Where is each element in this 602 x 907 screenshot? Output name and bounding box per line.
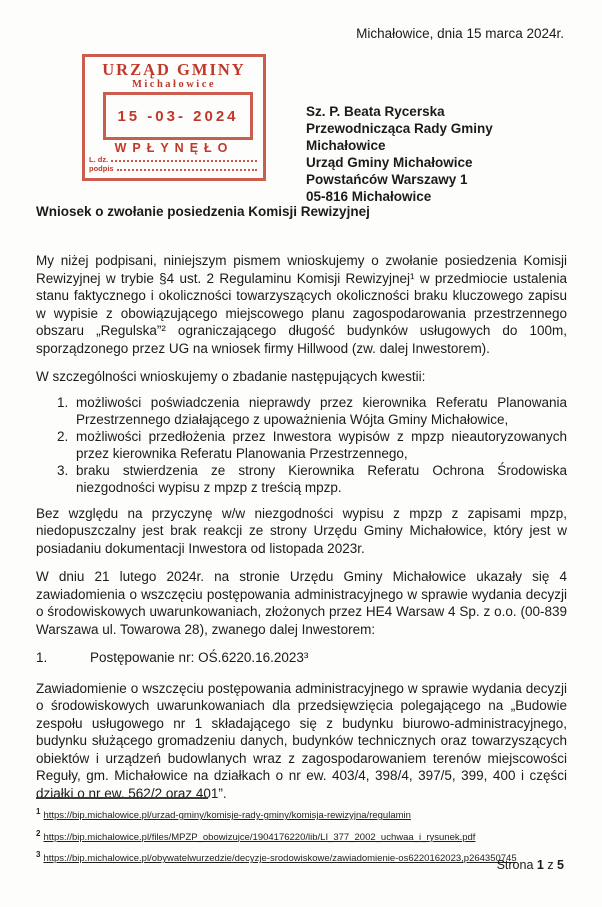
document-title: Wniosek o zwołanie posiedzenia Komisji Rewizyjnej bbox=[36, 204, 370, 219]
received-stamp bbox=[82, 54, 266, 181]
recipient-line: Sz. P. Beata Rycerska bbox=[306, 104, 445, 119]
stamp-org-city: Michałowice bbox=[131, 79, 217, 90]
list-item-text: braku stwierdzenia ze strony Kierownika Referatu Ochrona Środowiska niezgodności wypisu z mpzp z treścią mpzp. bbox=[76, 462, 567, 495]
footer-page-separator: z bbox=[543, 858, 558, 872]
list-item bbox=[57, 428, 567, 462]
issues-list bbox=[57, 394, 567, 496]
recipient-block bbox=[306, 103, 493, 205]
paragraph-intro: My niżej podpisani, niniejszym pismem wnioskujemy o zwołanie posiedzenia Komisji Rewizyjnej w trybie §4 ust. 2 Regulaminu Komisji Rewizyjnej¹ w przedmiocie ustalenia stanu faktycznego i okoliczności towarzyszących okoliczności braku kluczowego zapisu w wypisie z obowiązującego miejscowego planu zagospodarowania przestrzennego obszaru „Regulska”² ograniczającego długość budynków usługowych do 100m, sporządzonego przez UG na wniosek firmy Hillwood (zw. dalej Inwestorem). bbox=[36, 253, 567, 356]
document-body bbox=[36, 204, 567, 813]
paragraph-announcements: W dniu 21 lutego 2024r. na stronie Urzędu Gminy Michałowice ukazały się 4 zawiadomienia o wszczęciu postępowania administracyjnego w sprawie wydania decyzji o środowiskowych uwarunkowaniach, złożonych przez HE4 Warsaw 4 Sp. z o.o. (00-839 Warszawa ul. Towarowa 28), zwanego dalej Inwestorem: bbox=[36, 569, 567, 637]
stamp-date-box bbox=[103, 92, 253, 140]
stamp-ref-leader bbox=[111, 158, 257, 162]
list-item-text: możliwości poświadczenia nieprawdy przez kierownika Referatu Planowania Przestrzennego działającego z upoważnienia Wójta Gminy Michałowice, bbox=[76, 394, 567, 427]
proceeding-text: Postępowanie nr: OŚ.6220.16.2023³ bbox=[90, 650, 309, 665]
recipient-line: Powstańców Warszawy 1 bbox=[306, 172, 468, 187]
footnote-item bbox=[36, 806, 566, 822]
paragraph-notice-details: Zawiadomienie o wszczęciu postępowania administracyjnego w sprawie wydania decyzji o środowiskowych uwarunkowaniach dla przedsięwzięcia polegającego na „Budowie zespołu usługowego nr 1 składającego się z budynku biurowo-administracyjnego, budynku służącego gromadzeniu danych, budynków technicznych oraz towarzyszących obiektów i urządzeń budowlanych wraz z zagospodarowaniem terenów miejscowości Reguły, gm. Michałowice na działkach o nr ew. 403/4, 398/4, 397/5, 399, 400 i części działki o nr ew. 562/2 oraz 401”. bbox=[36, 680, 567, 801]
paragraph-no-reaction: Bez względu na przyczynę w/w niezgodności wypisu z mpzp z zapisami mpzp, niedopuszczalny jest brak reakcji ze strony Urzędu Gminy Michałowice, który jest w posiadaniu dokumentacji Inwestora od listopada 2023r. bbox=[36, 505, 567, 556]
footer-page-total: 5 bbox=[557, 858, 564, 872]
stamp-sign-label: podpis bbox=[89, 164, 114, 173]
page-footer bbox=[497, 858, 564, 872]
footnote-link[interactable]: https://bip.michalowice.pl/urzad-gminy/komisje-rady-gminy/komisja-rewizyjna/regulamin bbox=[43, 810, 411, 822]
paragraph-questions-lead: W szczególności wnioskujemy o zbadanie następujących kwestii: bbox=[36, 369, 426, 384]
stamp-ref-label: L. dz. bbox=[89, 155, 109, 164]
proceeding-item bbox=[36, 649, 567, 667]
list-item-number: 2. bbox=[57, 428, 69, 444]
stamp-date: 15 -03- 2024 bbox=[117, 107, 239, 125]
stamp-sign-row bbox=[89, 164, 257, 173]
list-item bbox=[57, 462, 567, 496]
stamp-org-name: URZĄD GMINY bbox=[102, 60, 246, 79]
footer-page-prefix: Strona bbox=[496, 858, 537, 872]
footnote-item bbox=[36, 828, 566, 844]
proceeding-number: 1. bbox=[36, 650, 48, 665]
stamp-sign-leader bbox=[117, 167, 257, 171]
list-item-number: 1. bbox=[57, 394, 69, 410]
stamp-received-label: WPŁYNĘŁO bbox=[114, 141, 234, 155]
footnote-link[interactable]: https://bip.michalowice.pl/obywatelwurzedzie/decyzje-srodowiskowe/zawiadomienie-os6220162023,p264350745 bbox=[43, 853, 517, 865]
footnote-marker: 2 bbox=[36, 828, 41, 838]
date-line: Michałowice, dnia 15 marca 2024r. bbox=[356, 26, 564, 41]
footnote-marker: 3 bbox=[36, 850, 41, 860]
footnote-link[interactable]: https://bip.michalowice.pl/files/MPZP_obowizujce/1904176220/lib/LI_377_2002_uchwaa_i_rysunek.pdf bbox=[43, 831, 476, 843]
footer-page-number: 1 bbox=[536, 858, 544, 872]
list-item bbox=[57, 394, 567, 428]
recipient-line: Michałowice bbox=[306, 138, 386, 153]
recipient-line: Przewodnicząca Rady Gminy bbox=[306, 121, 493, 136]
footnote-marker: 1 bbox=[36, 807, 41, 816]
recipient-line: 05-816 Michałowice bbox=[306, 189, 432, 204]
footnote-rule bbox=[36, 797, 208, 799]
recipient-line: Urząd Gminy Michałowice bbox=[306, 155, 473, 170]
list-item-text: możliwości przedłożenia przez Inwestora wypisów z mpzp nieautoryzowanych przez kierownika Referatu Planowania Przestrzennego, bbox=[76, 428, 567, 461]
footnotes bbox=[36, 797, 566, 871]
list-item-number: 3. bbox=[57, 462, 69, 478]
stamp-ref-row bbox=[89, 155, 257, 164]
footnote-item bbox=[36, 849, 566, 865]
